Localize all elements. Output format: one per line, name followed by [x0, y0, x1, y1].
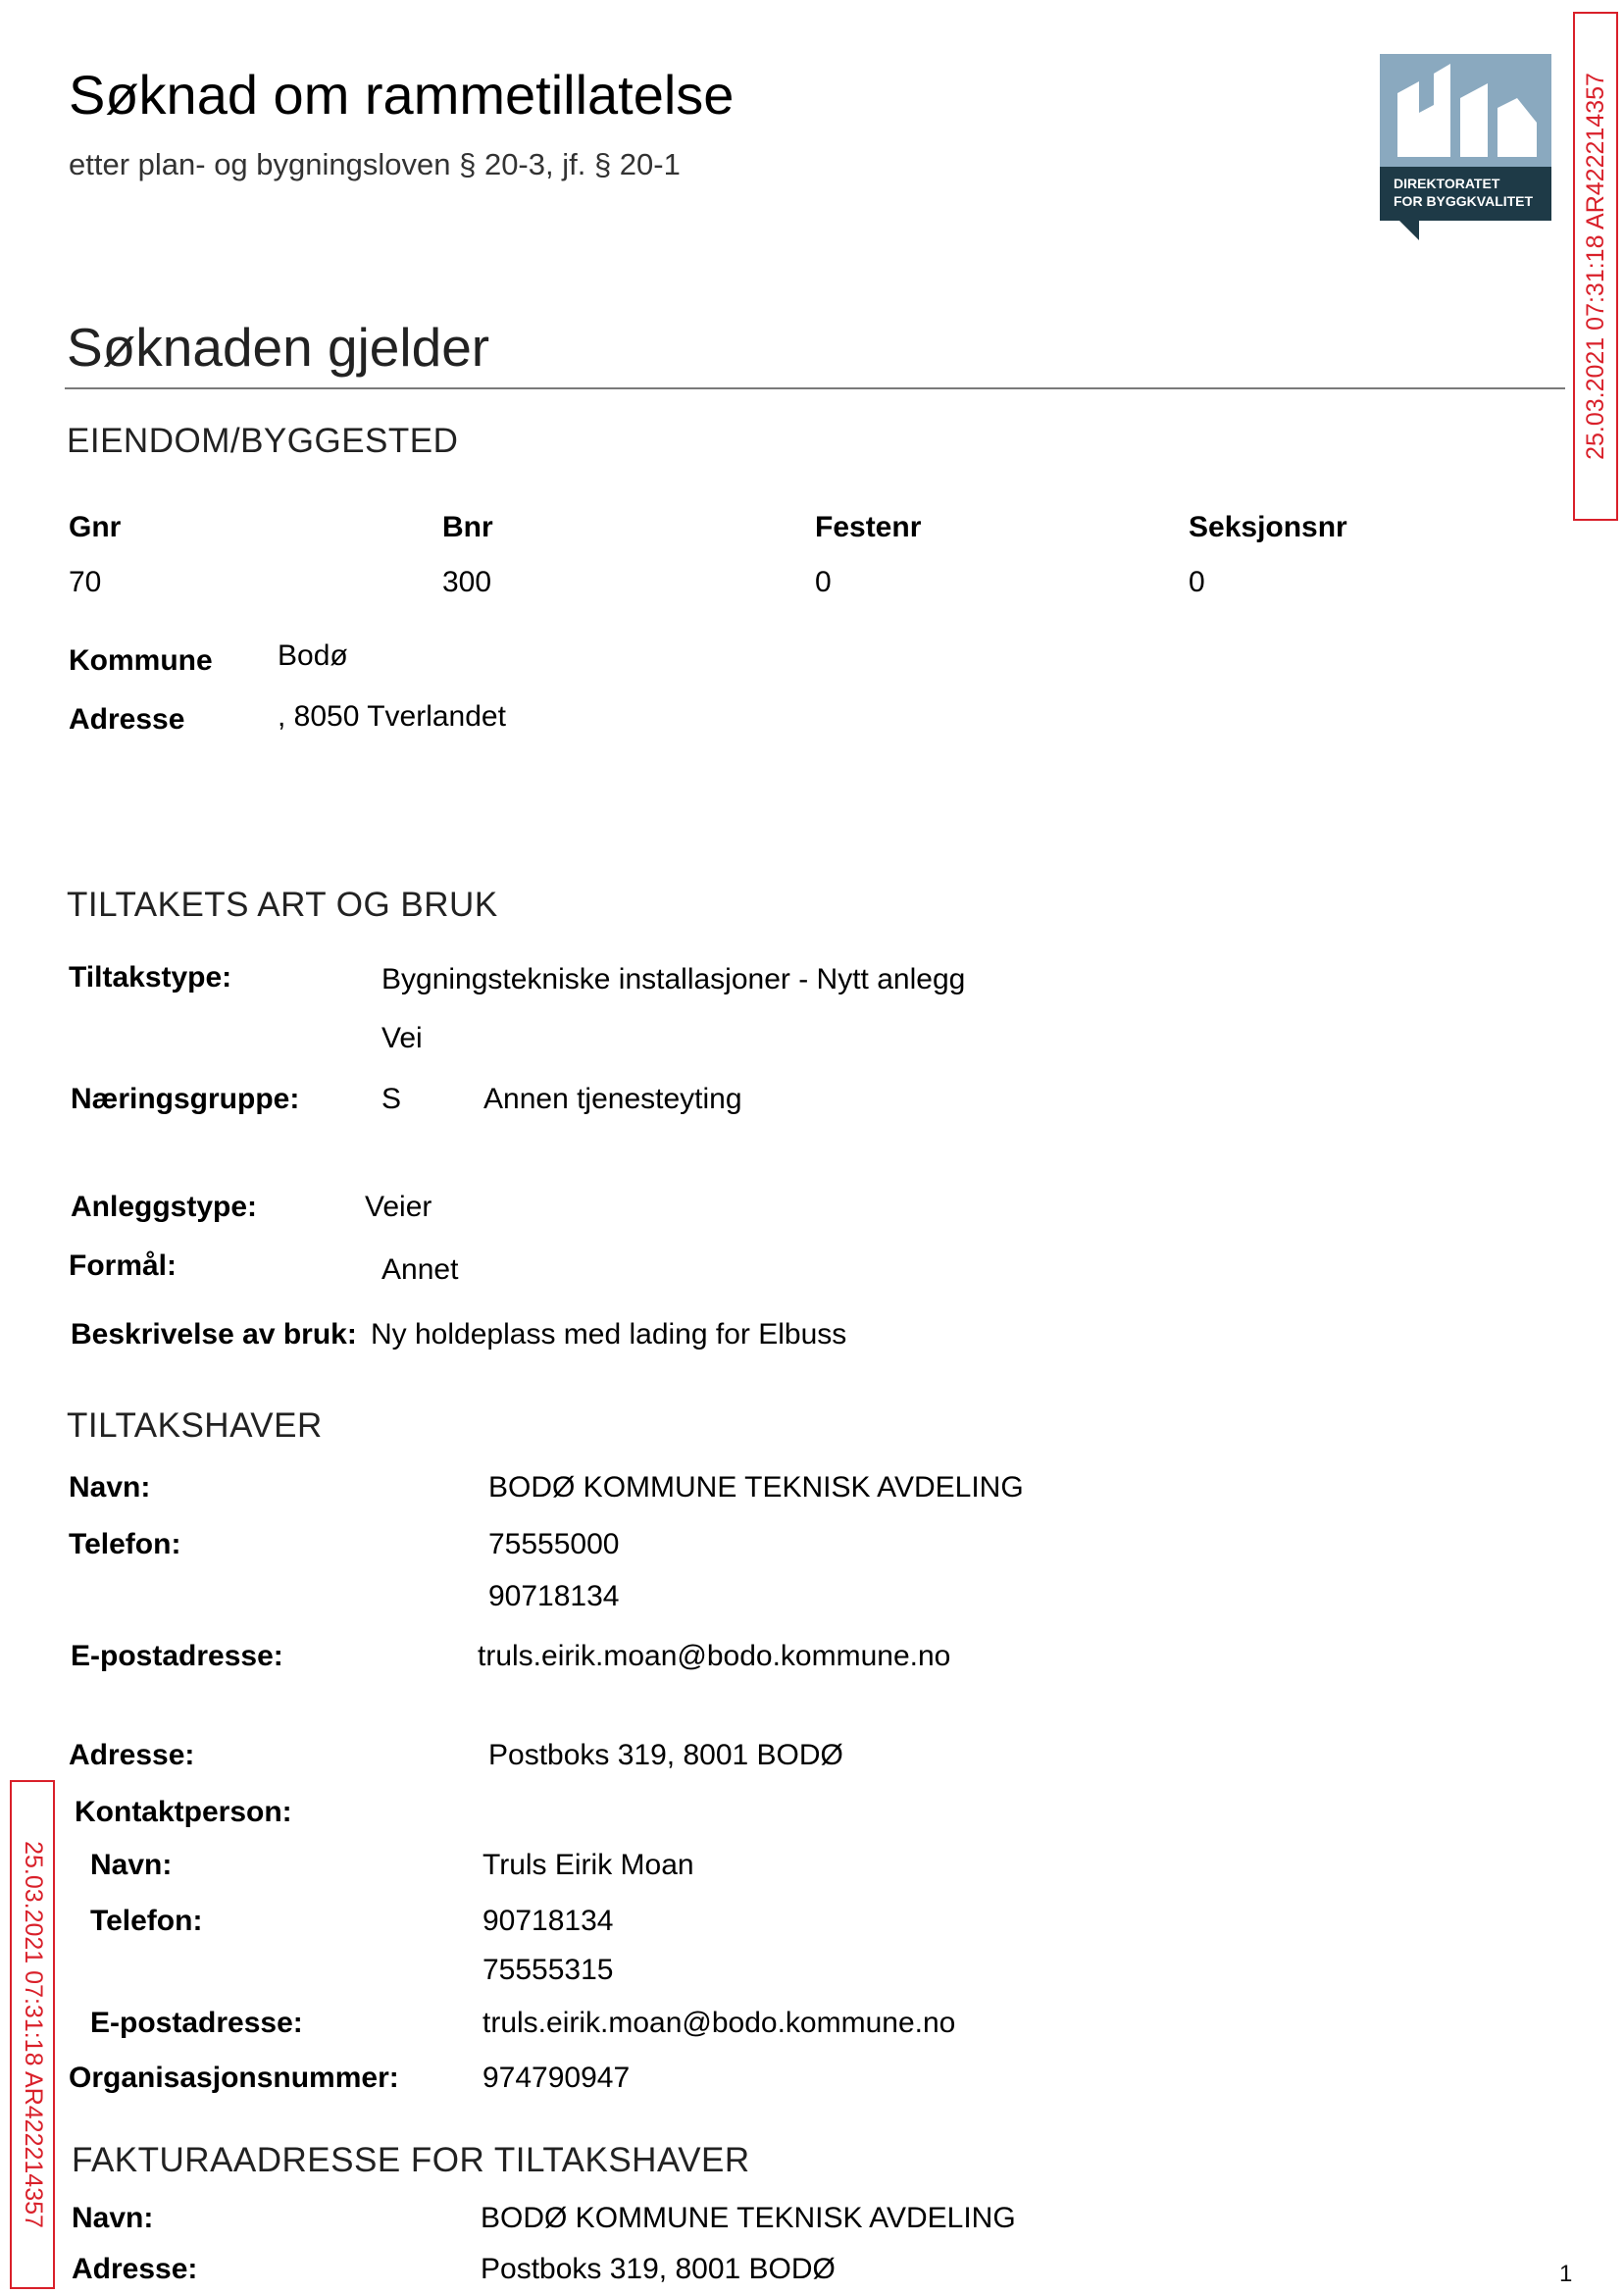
gnr-label: Gnr	[69, 511, 122, 543]
kontaktperson-telefon-value-1: 90718134	[482, 1905, 614, 1937]
section-heading-eiendom: EIENDOM/BYGGESTED	[67, 422, 459, 460]
adresse-label: Adresse	[69, 703, 185, 736]
formal-value: Annet	[381, 1253, 459, 1286]
tiltakshaver-adresse-value: Postboks 319, 8001 BODØ	[488, 1739, 843, 1771]
stamp-text: 25.03.2021 07:31:18 AR422214357	[19, 1841, 47, 2228]
tiltakshaver-navn-label: Navn:	[69, 1471, 151, 1504]
kontaktperson-navn-value: Truls Eirik Moan	[482, 1849, 694, 1881]
adresse-value: , 8050 Tverlandet	[278, 700, 506, 733]
naeringsgruppe-code: S	[381, 1083, 402, 1115]
faktura-adresse-label: Adresse:	[72, 2253, 198, 2285]
kontaktperson-epost-label: E-postadresse:	[90, 2007, 303, 2039]
formal-label: Formål:	[69, 1249, 178, 1282]
tiltakshaver-telefon-value-1: 75555000	[488, 1528, 620, 1560]
section-heading-soknaden: Søknaden gjelder	[67, 317, 490, 378]
kontaktperson-navn-label: Navn:	[90, 1849, 173, 1881]
faktura-navn-label: Navn:	[72, 2202, 154, 2234]
tiltakstype-label: Tiltakstype:	[69, 961, 232, 994]
tiltakshaver-adresse-label: Adresse:	[69, 1739, 195, 1771]
orgnr-label: Organisasjonsnummer:	[69, 2062, 399, 2094]
document-title: Søknad om rammetillatelse	[69, 64, 735, 126]
dibk-logo-graphic	[1380, 54, 1551, 240]
dibk-logo	[1380, 54, 1551, 240]
kommune-value: Bodø	[278, 639, 348, 672]
naeringsgruppe-value: Annen tjenesteyting	[483, 1083, 742, 1115]
tiltakshaver-telefon-value-2: 90718134	[488, 1580, 620, 1612]
tiltakshaver-telefon-label: Telefon:	[69, 1528, 181, 1560]
kontaktperson-epost-value: truls.eirik.moan@bodo.kommune.no	[482, 2007, 956, 2039]
document-subtitle: etter plan- og bygningsloven § 20-3, jf. § 20-1	[69, 147, 681, 181]
naeringsgruppe-label: Næringsgruppe:	[71, 1083, 300, 1115]
timestamp-stamp-left	[10, 1780, 55, 2289]
beskrivelse-value: Ny holdeplass med lading for Elbuss	[371, 1318, 847, 1351]
tiltakshaver-navn-value: BODØ KOMMUNE TEKNISK AVDELING	[488, 1471, 1024, 1504]
tiltakshaver-epost-label: E-postadresse:	[71, 1640, 283, 1672]
gnr-value: 70	[69, 566, 102, 598]
anleggstype-label: Anleggstype:	[71, 1191, 258, 1223]
tiltakstype-value-1: Bygningstekniske installasjoner - Nytt anlegg	[381, 963, 966, 995]
page-number: 1	[1559, 2261, 1573, 2287]
seksjonsnr-label: Seksjonsnr	[1189, 511, 1347, 543]
bnr-label: Bnr	[442, 511, 493, 543]
kontaktperson-telefon-value-2: 75555315	[482, 1954, 614, 1986]
logo-text-line1: DIREKTORATET	[1394, 176, 1500, 191]
festenr-value: 0	[815, 566, 832, 598]
section-heading-tiltak: TILTAKETS ART OG BRUK	[67, 886, 498, 924]
festenr-label: Festenr	[815, 511, 922, 543]
section-heading-faktura: FAKTURAADRESSE FOR TILTAKSHAVER	[72, 2141, 750, 2179]
anleggstype-value: Veier	[365, 1191, 432, 1223]
faktura-navn-value: BODØ KOMMUNE TEKNISK AVDELING	[481, 2202, 1016, 2234]
timestamp-stamp-right	[1573, 12, 1618, 521]
tiltakshaver-epost-value: truls.eirik.moan@bodo.kommune.no	[478, 1640, 951, 1672]
kommune-label: Kommune	[69, 644, 213, 677]
faktura-adresse-value: Postboks 319, 8001 BODØ	[481, 2253, 836, 2285]
logo-text-line2: FOR BYGGKVALITET	[1394, 193, 1534, 209]
orgnr-value: 974790947	[482, 2062, 631, 2094]
kontaktperson-telefon-label: Telefon:	[90, 1905, 203, 1937]
section-heading-tiltakshaver: TILTAKSHAVER	[67, 1406, 323, 1445]
tiltakstype-value-2: Vei	[381, 1022, 423, 1054]
section-divider	[65, 387, 1565, 389]
bnr-value: 300	[442, 566, 492, 598]
seksjonsnr-value: 0	[1189, 566, 1205, 598]
kontaktperson-label: Kontaktperson:	[75, 1796, 292, 1828]
beskrivelse-label: Beskrivelse av bruk:	[71, 1318, 357, 1351]
stamp-text: 25.03.2021 07:31:18 AR422214357	[1581, 73, 1609, 460]
